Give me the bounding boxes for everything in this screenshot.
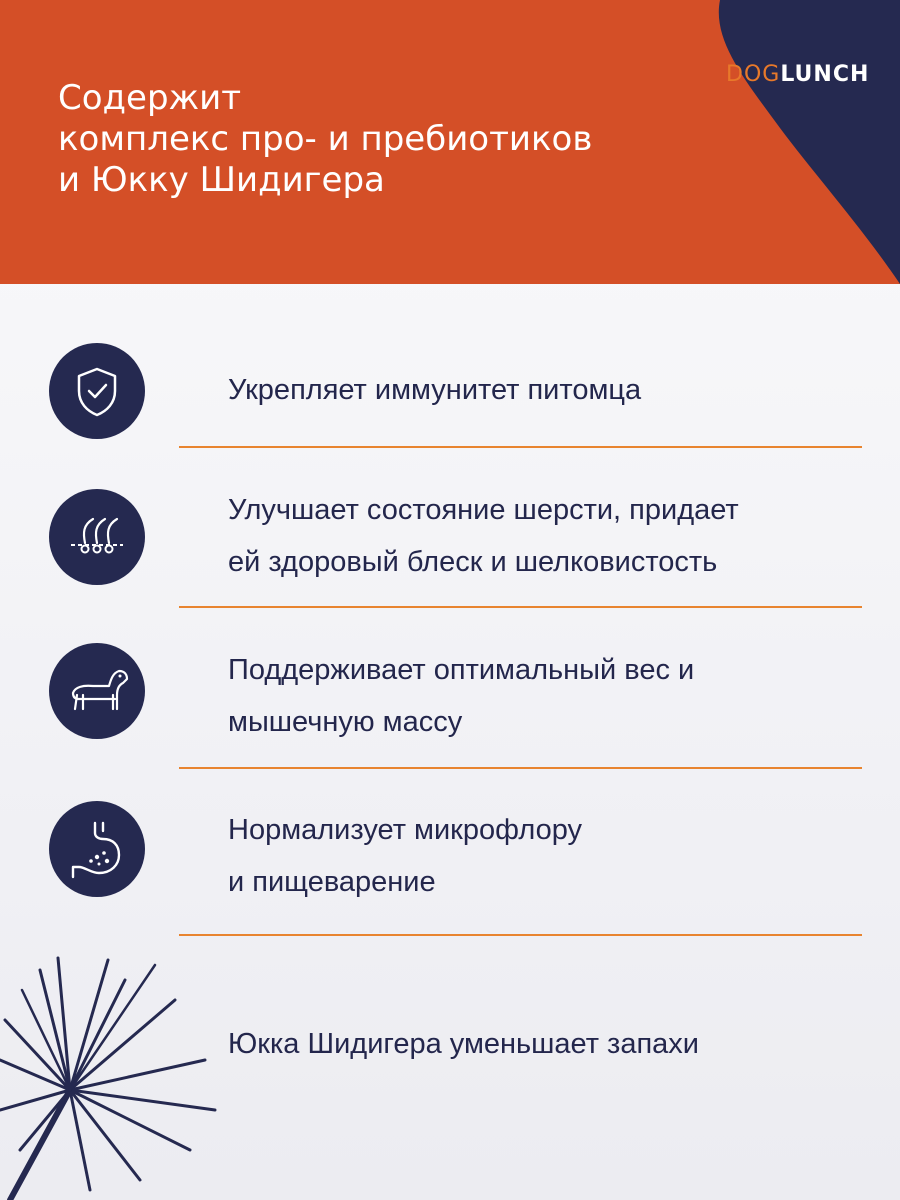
shield-check-icon xyxy=(49,343,145,439)
headline xyxy=(58,78,738,201)
hair-follicle-icon xyxy=(49,489,145,585)
divider-3 xyxy=(179,767,862,769)
feature-3-line-2: мышечную массу xyxy=(228,706,463,738)
feature-5-text xyxy=(228,1018,699,1070)
feature-2-text xyxy=(228,484,739,588)
brand-logo xyxy=(726,62,869,87)
headline-line-2: комплекс про- и пребиотиков xyxy=(58,119,593,159)
headline-line-3: и Юкку Шидигера xyxy=(58,160,385,200)
feature-2-line-2: ей здоровый блеск и шелковистость xyxy=(228,546,718,578)
feature-2-line-1: Улучшает состояние шерсти, придает xyxy=(228,494,739,526)
logo-lunch: LUNCH xyxy=(780,62,870,87)
feature-4-text xyxy=(228,804,582,908)
feature-4-line-1: Нормализует микрофлору xyxy=(228,814,583,846)
divider-4 xyxy=(179,934,862,936)
divider-2 xyxy=(179,606,862,608)
feature-3-line-1: Поддерживает оптимальный вес и xyxy=(228,654,695,686)
stomach-icon xyxy=(49,801,145,897)
yucca-plant-icon xyxy=(0,950,240,1200)
feature-1-line-1: Укрепляет иммунитет питомца xyxy=(228,374,642,406)
feature-4-line-2: и пищеварение xyxy=(228,866,436,898)
divider-1 xyxy=(179,446,862,448)
header-banner xyxy=(0,0,900,284)
feature-1-text xyxy=(228,364,641,416)
feature-3-text xyxy=(228,644,694,748)
headline-line-1: Содержит xyxy=(58,78,242,118)
logo-dog: DOG xyxy=(726,62,781,87)
dog-icon xyxy=(49,643,145,739)
feature-5-line-1: Юкка Шидигера уменьшает запахи xyxy=(228,1028,699,1060)
